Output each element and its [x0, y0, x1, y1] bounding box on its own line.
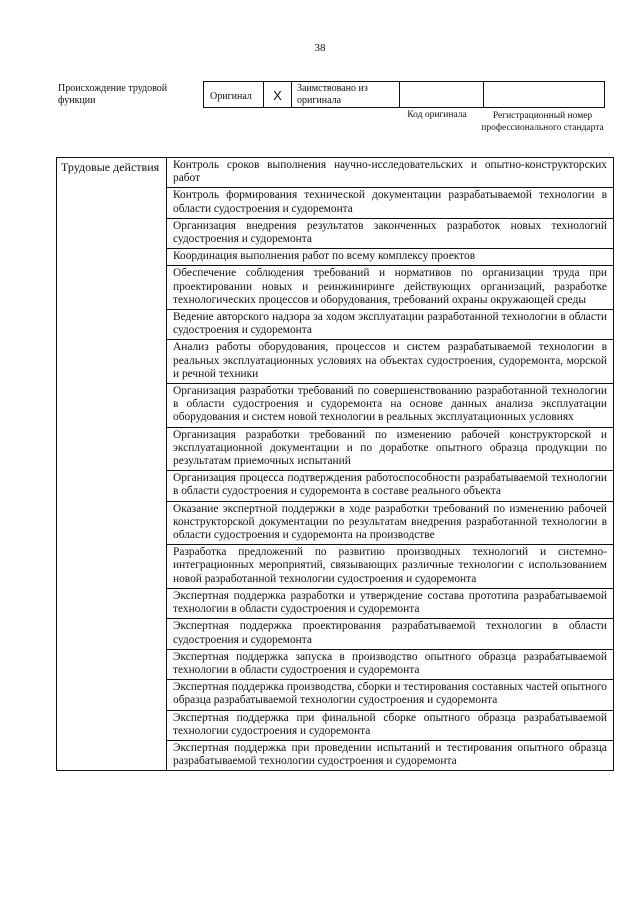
original-label: Оригинал — [204, 82, 264, 107]
table-row: Экспертная поддержка проектирования разрабатываемой технологии в области судостроения и судоремонта — [167, 619, 613, 649]
table-row: Оказание экспертной поддержки в ходе разработки требований по изменению рабочей конструкторской документации по результатам внедрения разработанной технологии в области судостроения и судоремонта на производстве — [167, 502, 613, 546]
table-row: Экспертная поддержка запуска в производство опытного образца разрабатываемой технологии в области судостроения и судоремонта — [167, 650, 613, 680]
table-row: Экспертная поддержка при финальной сборке опытного образца разрабатываемой технологии судостроения и судоремонта — [167, 711, 613, 741]
table-row: Экспертная поддержка разработки и утверждение состава прототипа разрабатываемой технологии в области судостроения и судоремонта — [167, 589, 613, 619]
origin-table — [203, 81, 605, 108]
code-caption: Код оригинала — [407, 110, 467, 120]
table-row: Организация разработки требований по совершенствованию разработанной технологии в области судостроения и судоремонта на основе данных анализа эксплуатации оборудования и систем новой технологии в реальных эксплуатационных условиях — [167, 384, 613, 428]
table-row: Обеспечение соблюдения требований и нормативов по организации труда при проектировании новых и реинжиниринге действующих организаций, разработке технологических процессов и оборудования, требований охраны окружающей среды — [167, 266, 613, 310]
table-row: Организация разработки требований по изменению рабочей конструкторской и эксплуатационной документации и по доработке опытного образца продукции по результатам приемочных испытаний — [167, 428, 613, 472]
table-row: Координация выполнения работ по всему комплексу проектов — [167, 249, 613, 266]
registration-caption: Регистрационный номер профессионального стандарта — [481, 111, 604, 133]
table-row: Экспертная поддержка при проведении испытаний и тестирования опытного образца разрабатываемой технологии судостроения и судоремонта — [173, 741, 607, 768]
labor-actions-list — [167, 158, 613, 770]
table-row: Ведение авторского надзора за ходом эксплуатации разработанной технологии в области судостроения и судоремонта — [167, 310, 613, 340]
labor-actions-table — [56, 157, 614, 771]
table-row: Организация процесса подтверждения работоспособности разрабатываемой технологии в области судостроения и судоремонта в составе реального объекта — [167, 471, 613, 501]
table-row: Контроль сроков выполнения научно-исследовательских и опытно-конструкторских работ — [167, 158, 613, 188]
original-code-cell — [400, 82, 484, 107]
page-number: 38 — [314, 42, 326, 54]
table-row: Разработка предложений по развитию производных технологий и системно-интеграционных мероприятий, связывающих различные технологии с использованием новой разработанной технологии судостроения и судоремонта — [167, 545, 613, 589]
table-row: Контроль формирования технической документации разрабатываемой технологии в области судостроения и судоремонта — [167, 188, 613, 218]
table-row: Анализ работы оборудования, процессов и систем разрабатываемой технологии в реальных эксплуатационных условиях на объектах судостроения, судоремонта, морской и речной техники — [167, 340, 613, 384]
registration-number-cell — [484, 82, 604, 107]
table-row: Организация внедрения результатов законченных разработок новых технологий судостроения и судоремонта — [167, 219, 613, 249]
labor-actions-header: Трудовые действия — [57, 158, 167, 770]
original-mark: X — [264, 82, 292, 107]
origin-label: Происхождение трудовой функции — [58, 83, 168, 106]
table-row: Экспертная поддержка производства, сборки и тестирования составных частей опытного образца разрабатываемой технологии судостроения и судоремонта — [167, 680, 613, 710]
borrowed-label: Заимствовано из оригинала — [292, 82, 400, 107]
